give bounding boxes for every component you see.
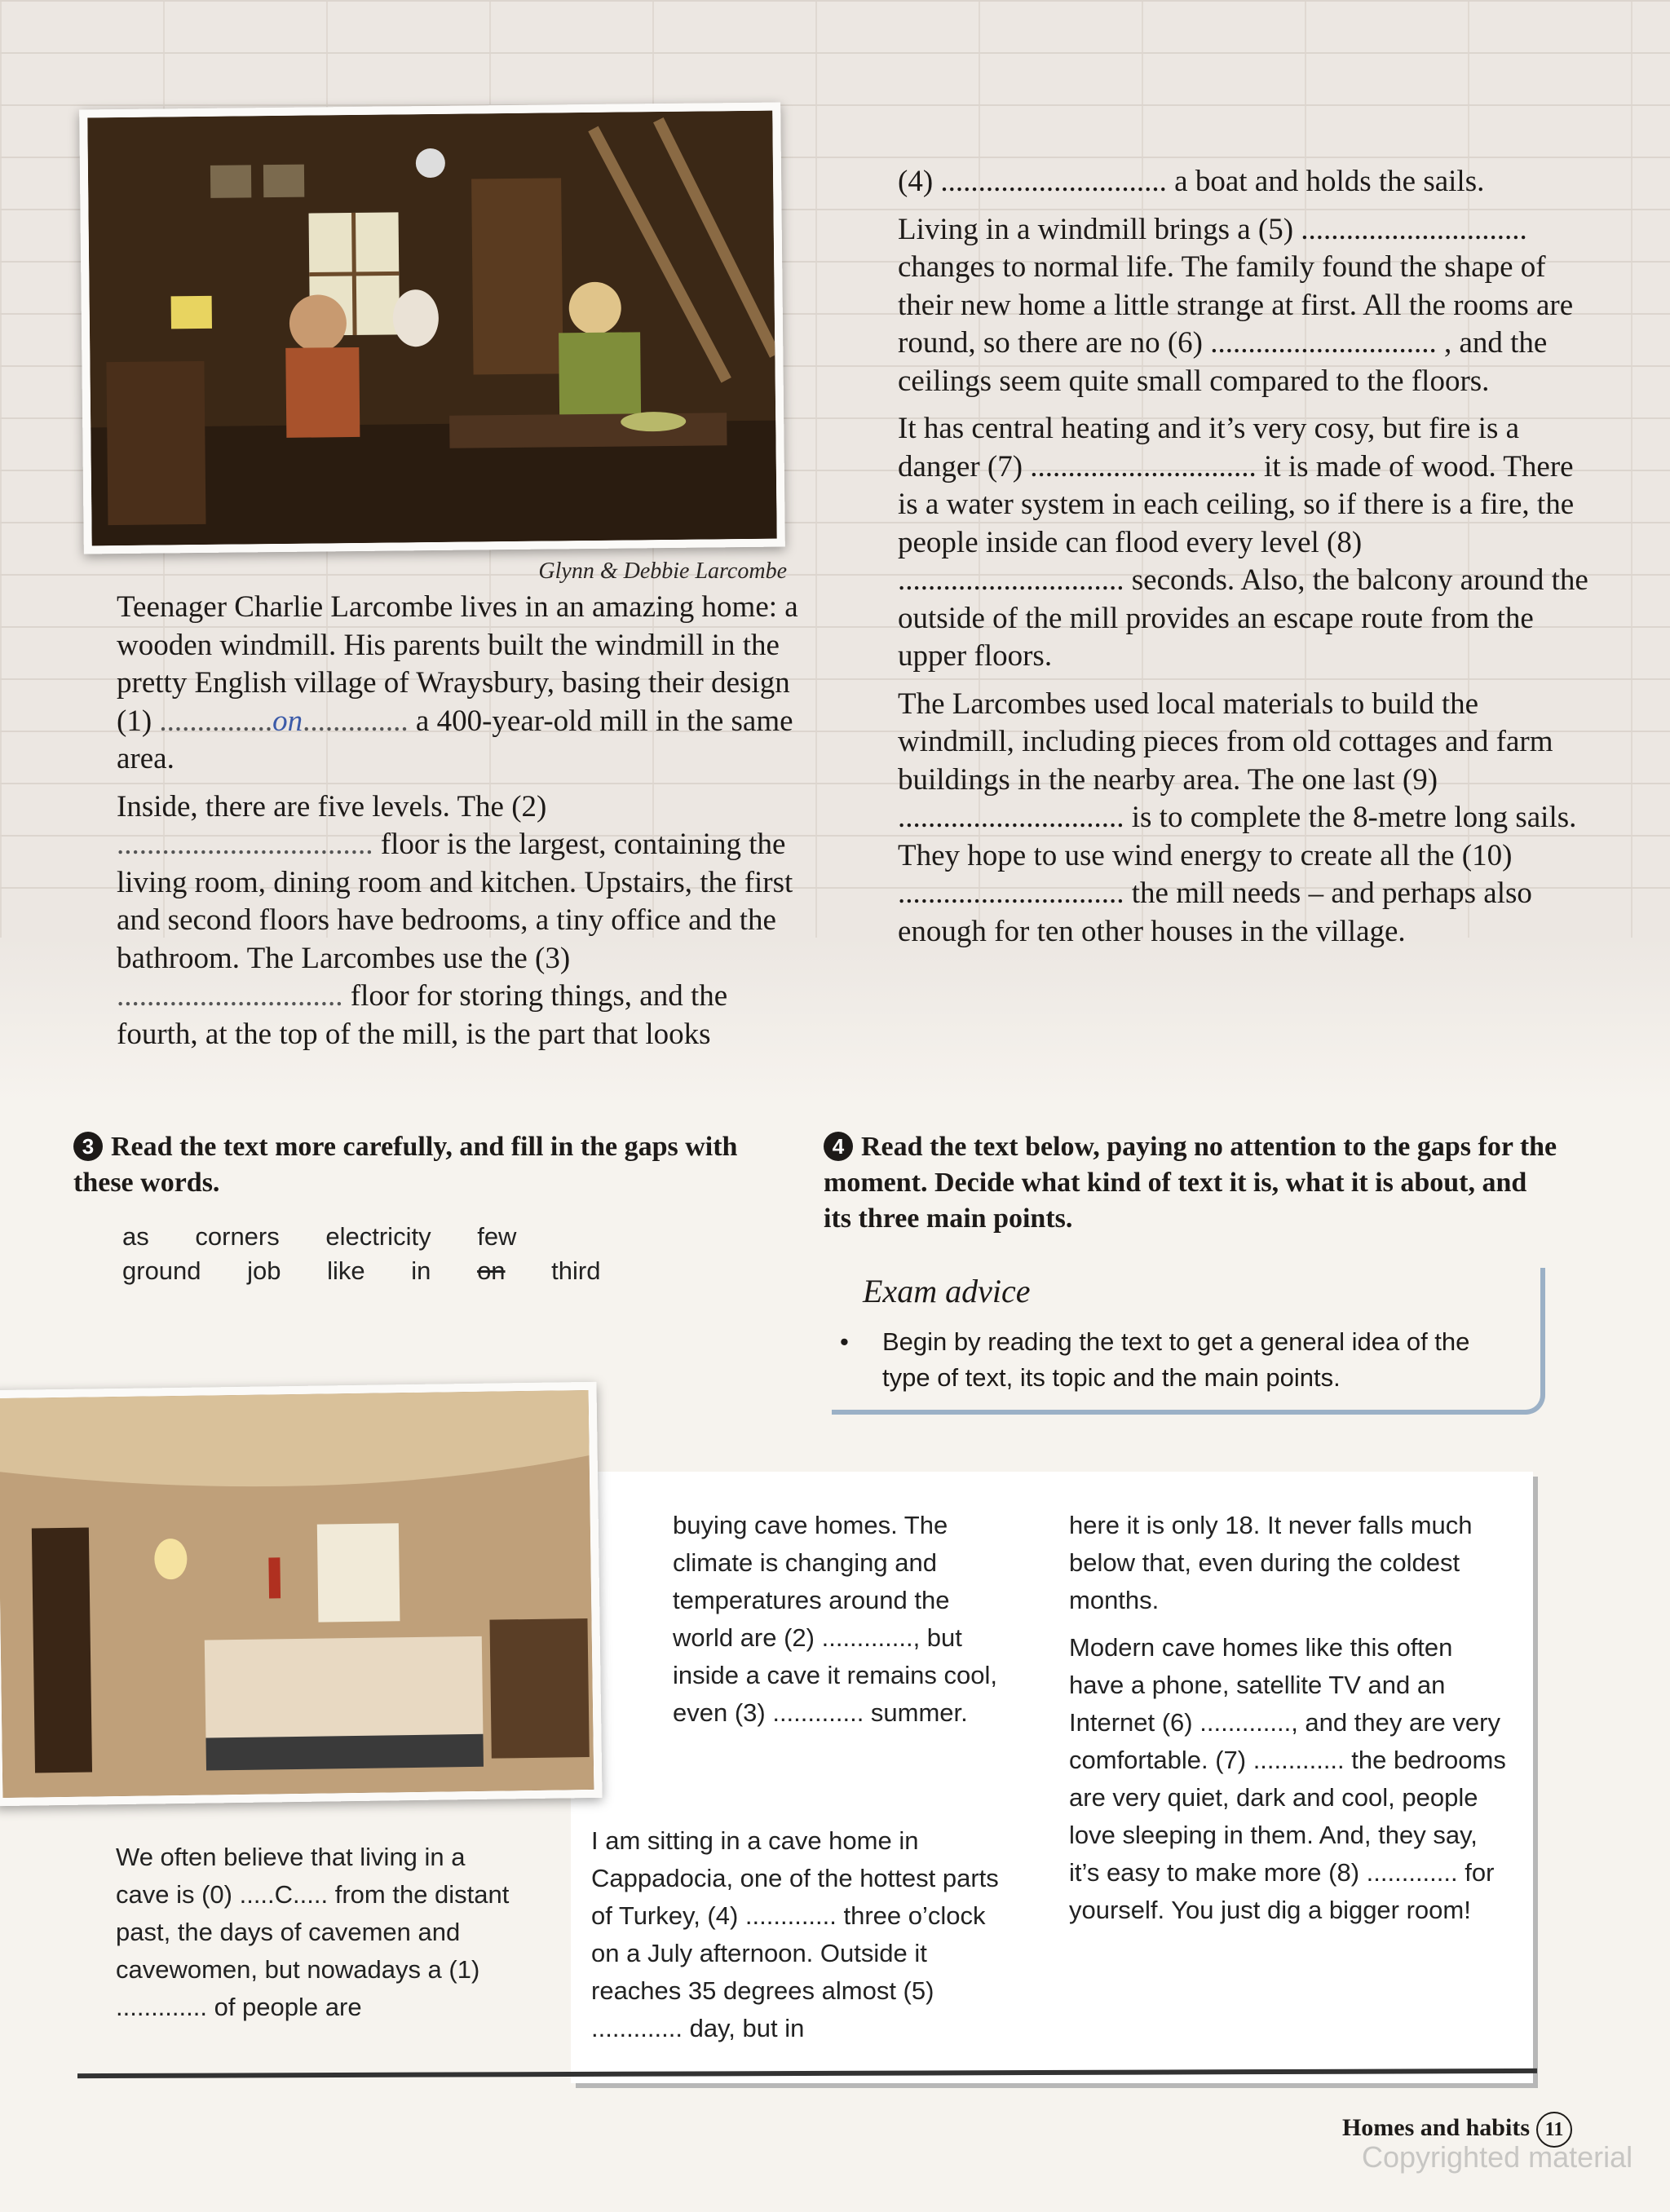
exam-advice-text: • Begin by reading the text to get a general idea of the type of text, its topic and the main points. [840,1324,1509,1396]
word-bank-row-1: as corners electricity few [122,1222,517,1251]
section-title: Homes and habits [1341,2113,1530,2141]
copyright-watermark: Copyrighted material [1362,2140,1633,2174]
article1-left-column [117,589,802,1063]
windmill-interior-photo [79,103,785,554]
page-number: 11 [1536,2112,1572,2148]
exam-advice-title: Exam advice [863,1273,1031,1309]
gap-dots: ............... [159,704,273,738]
article1-right-paragraph-3: It has central heating and it’s very cosy, but fire is a danger (7) .............................. it is made of wood. There is a water system in each ceiling, so if there is a fire, the people inside can flood every level (8) .............................. seconds. Also, the balcony around the outside of the mill provides an escape route from the upper floors. [898,412,1588,673]
photo-caption: Glynn & Debbie Larcombe [538,559,787,584]
article1-paragraph-1: Teenager Charlie Larcombe lives in an amazing home: a wooden windmill. His parents built the windmill in the pretty English village of Wraysbury, basing their design (1) ...............on.............. a 400-year-old mill in the same area. [117,590,798,775]
cave-bedroom-photo [0,1382,603,1806]
cave-article-col-3: here it is only 18. It never falls much below that, even during the coldest months. Modern cave homes like this often have a phone, satellite TV and an Internet (6) ............., and they are very comfortable. (7) ............. the bedrooms are very quiet, dark and cool, people love sleeping in them. And, they say, it’s easy to make more (8) ............. for yourself. You just dig a bigger room! [1069,1511,1506,1924]
cave-article-col-2a: buying cave homes. The climate is changing and temperatures around the world are (2) ............., but inside a cave it remains cool, even (3) ............. summer. [673,1511,998,1727]
article1-paragraph-2: Inside, there are five levels. The (2) .................................. floor is the largest, containing the living room, dining room and kitchen. Upstairs, the first and second floors have bedrooms, a tiny office and the bathroom. The Larcombes use the (3) .............................. floor for storing things, and the fourth, at the top of the mill, is the part that looks [117,789,793,1051]
article1-right-column [898,163,1591,960]
cave-article-col-1: We often believe that living in a cave is (0) .....C..... from the distant past, the days of cavemen and cavewomen, but nowadays a (1) ............. of people are [116,1843,510,2021]
task-4-instruction: 4 Read the text below, paying no attention to the gaps for the moment. Decide what kind of text it is, what it is about, and its three main points. [824,1132,1557,1234]
handwritten-answer-1: on [272,704,303,738]
word-bank [122,1220,639,1288]
cave-article-col-2b: I am sitting in a cave home in Cappadocia, one of the hottest parts of Turkey, (4) ............. three o’clock on a July afternoon. Outside it reaches 35 degrees almost (5) ............. day, but in [591,1826,999,2042]
bullet-icon: • [840,1327,849,1356]
struck-word: on [477,1256,506,1285]
article1-right-paragraph-1: (4) .............................. a boat and holds the sails. [898,165,1485,198]
article1-right-paragraph-4: The Larcombes used local materials to build the windmill, including pieces from old cottages and farm buildings in the nearby area. The one last (9) .............................. is to complete the 8-metre long sails. They hope to use wind energy to create all the (10) .............................. the mill needs – and perhaps also enough for ten other houses in the village. [898,687,1577,948]
task-number-badge: 3 [73,1132,103,1161]
task-number-badge: 4 [824,1132,853,1161]
article1-right-paragraph-2: Living in a windmill brings a (5) .............................. changes to normal life. The family found the shape of their new home a little strange at first. All the rooms are round, so there are no (6) .............................. , and the ceilings seem quite small compared to the floors. [898,212,1574,398]
task-3-instruction: 3 Read the text more carefully, and fill in the gaps with these words. [73,1132,738,1198]
word-bank-row-2: ground job like in on third [122,1256,601,1285]
